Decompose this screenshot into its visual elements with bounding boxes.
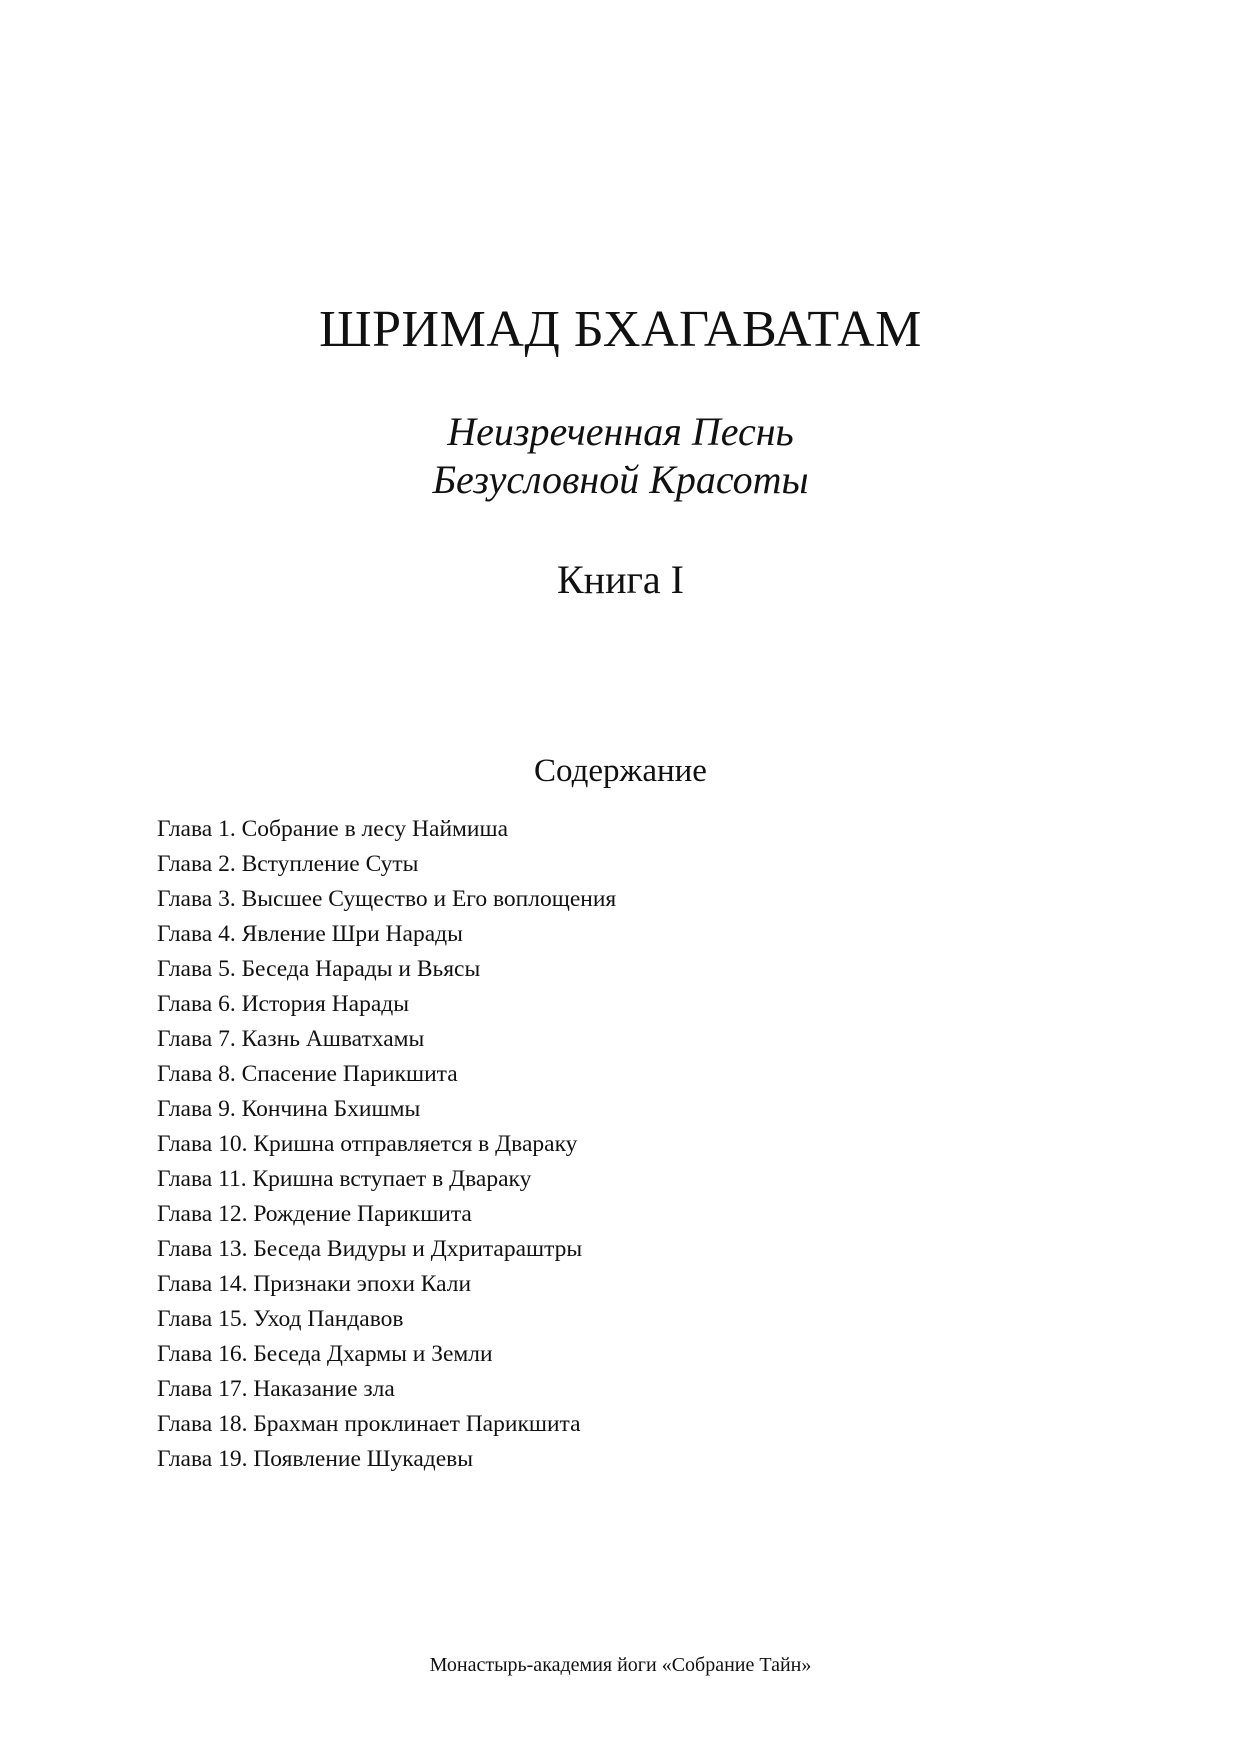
toc-item-chapter-5: Глава 5. Беседа Нарады и Вьясы: [157, 956, 481, 982]
table-of-contents: [157, 812, 616, 1477]
toc-item-chapter-14: Глава 14. Признаки эпохи Кали: [157, 1271, 472, 1297]
toc-item-chapter-16: Глава 16. Беседа Дхармы и Земли: [157, 1341, 493, 1367]
toc-item-chapter-6: Глава 6. История Нарады: [157, 991, 410, 1017]
toc-item-chapter-3: Глава 3. Высшее Существо и Его воплощения: [157, 886, 617, 912]
toc-item-chapter-11: Глава 11. Кришна вступает в Двараку: [157, 1166, 532, 1192]
toc-item-chapter-10: Глава 10. Кришна отправляется в Двараку: [157, 1131, 578, 1157]
document-title: ШРИМАД БХАГАВАТАМ: [319, 301, 922, 358]
book-number: Книга I: [557, 557, 684, 602]
toc-item-chapter-19: Глава 19. Появление Шукадевы: [157, 1446, 474, 1472]
toc-item-chapter-7: Глава 7. Казнь Ашватхамы: [157, 1026, 425, 1052]
toc-item-chapter-17: Глава 17. Наказание зла: [157, 1376, 395, 1402]
subtitle-line-2: Безусловной Красоты: [432, 457, 809, 502]
toc-item-chapter-8: Глава 8. Спасение Парикшита: [157, 1061, 458, 1087]
page-footer: Монастырь-академия йоги «Собрание Тайн»: [429, 1654, 812, 1676]
document-subtitle: [0, 408, 1241, 504]
toc-heading: Содержание: [534, 753, 707, 789]
subtitle-line-1: Неизреченная Песнь: [447, 409, 794, 454]
toc-item-chapter-18: Глава 18. Брахман проклинает Парикшита: [157, 1411, 581, 1437]
toc-item-chapter-15: Глава 15. Уход Пандавов: [157, 1306, 404, 1332]
toc-item-chapter-9: Глава 9. Кончина Бхишмы: [157, 1096, 421, 1122]
toc-item-chapter-2: Глава 2. Вступление Суты: [157, 851, 419, 877]
toc-item-chapter-1: Глава 1. Собрание в лесу Наймиша: [157, 816, 508, 842]
toc-item-chapter-13: Глава 13. Беседа Видуры и Дхритараштры: [157, 1236, 583, 1262]
toc-item-chapter-4: Глава 4. Явление Шри Нарады: [157, 921, 463, 947]
toc-item-chapter-12: Глава 12. Рождение Парикшита: [157, 1201, 472, 1227]
